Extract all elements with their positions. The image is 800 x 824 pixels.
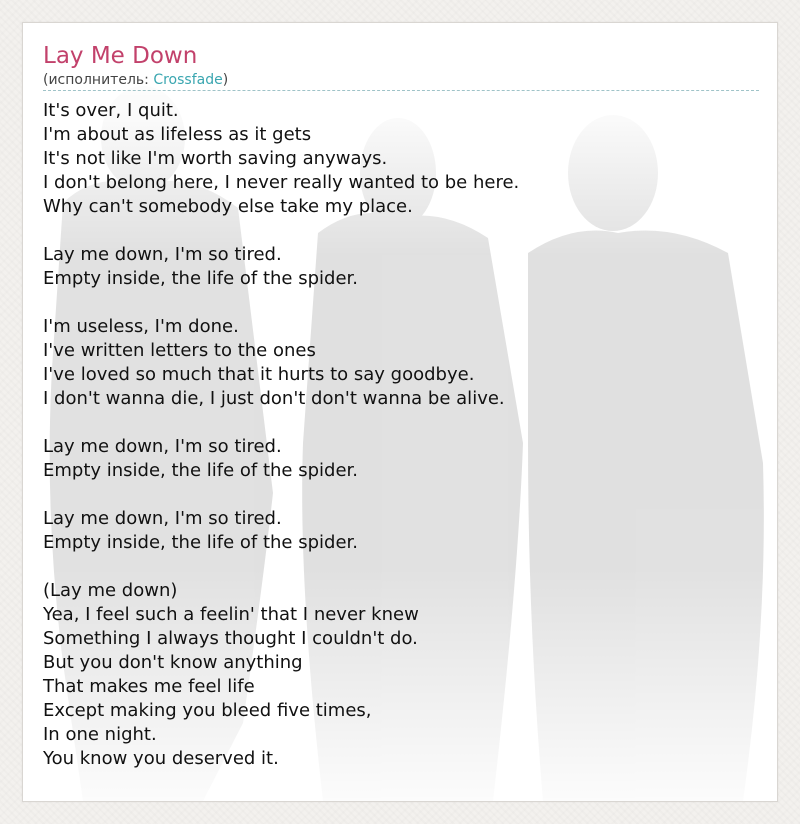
stanza-gap (43, 219, 759, 243)
lyric-line: Why can't somebody else take my place. (43, 196, 413, 217)
lyric-line: It's not like I'm worth saving anyways. (43, 148, 388, 169)
lyric-line: But you don't know anything (43, 652, 303, 673)
lyric-line: You know you deserved it. (43, 748, 279, 769)
lyric-line: I've loved so much that it hurts to say goodbye. (43, 364, 475, 385)
lyric-line: I'm useless, I'm done. (43, 316, 239, 337)
lyric-line: (Lay me down) (43, 580, 178, 601)
lyric-line: I've written letters to the ones (43, 340, 316, 361)
stanza-gap (43, 483, 759, 507)
lyric-line: Empty inside, the life of the spider. (43, 268, 358, 289)
stanza (43, 243, 759, 291)
lyric-line: Lay me down, I'm so tired. (43, 436, 282, 457)
stanza-gap (43, 291, 759, 315)
stanza (43, 507, 759, 555)
lyric-line: Yea, I feel such a feelin' that I never knew (43, 604, 419, 625)
title-divider (43, 90, 759, 91)
lyric-line: Lay me down, I'm so tired. (43, 508, 282, 529)
song-title: Lay Me Down (43, 43, 198, 69)
lyrics-content (43, 41, 759, 771)
lyric-line: Empty inside, the life of the spider. (43, 532, 358, 553)
stanza (43, 435, 759, 483)
lyric-line: Something I always thought I couldn't do. (43, 628, 418, 649)
stanza (43, 579, 759, 771)
artist-link[interactable]: Crossfade (153, 72, 223, 88)
stanza (43, 99, 759, 219)
lyric-line: I'm about as lifeless as it gets (43, 124, 312, 145)
lyric-line: In one night. (43, 724, 157, 745)
lyric-line: I don't wanna die, I just don't don't wanna be alive. (43, 388, 505, 409)
lyric-line: Lay me down, I'm so tired. (43, 244, 282, 265)
lyric-line: I don't belong here, I never really wanted to be here. (43, 172, 520, 193)
lyric-line: Except making you bleed five times, (43, 700, 372, 721)
artist-prefix: (исполнитель: (43, 72, 154, 88)
lyrics-card (22, 22, 778, 802)
stanza-gap (43, 555, 759, 579)
lyrics-body (43, 99, 759, 771)
lyric-line: That makes me feel life (43, 676, 255, 697)
lyric-line: It's over, I quit. (43, 100, 179, 121)
artist-suffix: ) (222, 72, 229, 88)
stanza (43, 315, 759, 411)
artist-line (43, 71, 759, 89)
lyric-line: Empty inside, the life of the spider. (43, 460, 358, 481)
stanza-gap (43, 411, 759, 435)
